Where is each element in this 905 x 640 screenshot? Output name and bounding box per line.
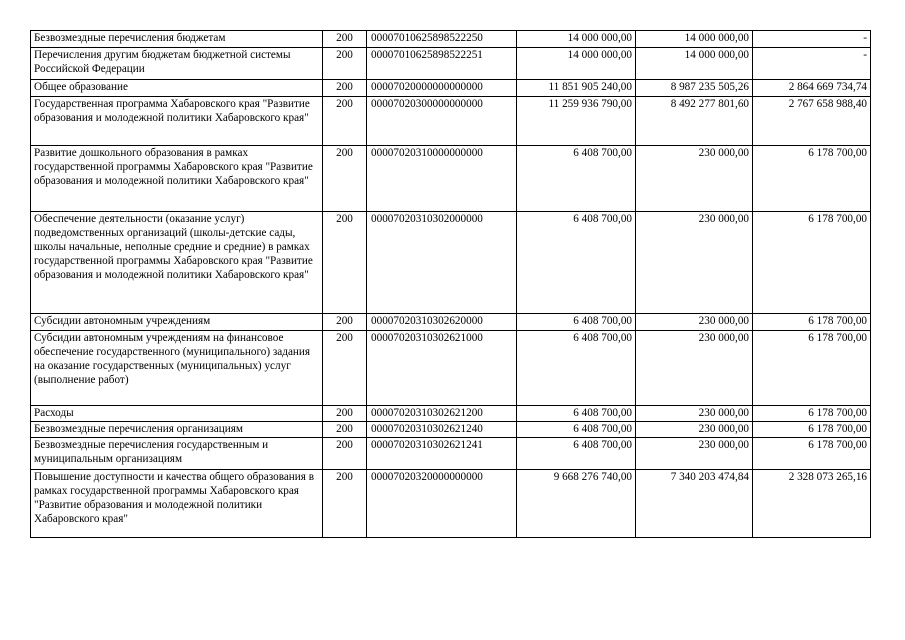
row-remaining-amount-cell: 6 178 700,00 <box>753 331 871 406</box>
table-row <box>31 146 871 212</box>
table-body <box>31 31 871 538</box>
row-executed-amount-cell: 14 000 000,00 <box>636 31 753 48</box>
table-row <box>31 470 871 538</box>
row-kbk-cell: 00007020310000000000 <box>367 146 517 212</box>
table-row <box>31 314 871 331</box>
table-row <box>31 422 871 438</box>
row-remaining-amount-cell: 2 328 073 265,16 <box>753 470 871 538</box>
row-name-cell: Повышение доступности и качества общего образования в рамках государственной программы Хабаровского края "Развитие образования и молодежной политики Хабаровского края" <box>31 470 323 538</box>
table-row <box>31 406 871 422</box>
row-approved-amount-cell: 6 408 700,00 <box>517 331 636 406</box>
row-name-cell: Обеспечение деятельности (оказание услуг) подведомственных организаций (школы-детские сады, школы начальные, неполные средние и средние) в рамках государственной программы Хабаровского края "Развитие образования и молодежной политики Хабаровского края" <box>31 212 323 314</box>
row-kbk-cell: 00007020310302620000 <box>367 314 517 331</box>
row-kbk-cell: 00007020310302621200 <box>367 406 517 422</box>
table-row <box>31 438 871 470</box>
table-row <box>31 97 871 146</box>
row-name-cell: Развитие дошкольного образования в рамках государственной программы Хабаровского края "Развитие образования и молодежной политики Хабаровского края" <box>31 146 323 212</box>
row-remaining-amount-cell: 6 178 700,00 <box>753 438 871 470</box>
row-remaining-amount-cell: 6 178 700,00 <box>753 212 871 314</box>
row-code-cell: 200 <box>323 406 367 422</box>
row-kbk-cell: 00007010625898522251 <box>367 48 517 80</box>
row-approved-amount-cell: 6 408 700,00 <box>517 422 636 438</box>
budget-execution-table <box>30 30 871 538</box>
row-name-cell: Расходы <box>31 406 323 422</box>
row-remaining-amount-cell: 6 178 700,00 <box>753 314 871 331</box>
row-approved-amount-cell: 11 259 936 790,00 <box>517 97 636 146</box>
row-remaining-amount-cell: 2 767 658 988,40 <box>753 97 871 146</box>
row-approved-amount-cell: 6 408 700,00 <box>517 406 636 422</box>
row-remaining-amount-cell: - <box>753 48 871 80</box>
row-code-cell: 200 <box>323 48 367 80</box>
row-name-cell: Субсидии автономным учреждениям <box>31 314 323 331</box>
table-row <box>31 48 871 80</box>
table-row <box>31 80 871 97</box>
row-executed-amount-cell: 8 987 235 505,26 <box>636 80 753 97</box>
row-approved-amount-cell: 6 408 700,00 <box>517 438 636 470</box>
row-kbk-cell: 00007020320000000000 <box>367 470 517 538</box>
row-executed-amount-cell: 7 340 203 474,84 <box>636 470 753 538</box>
row-executed-amount-cell: 230 000,00 <box>636 438 753 470</box>
row-name-cell: Безвозмездные перечисления организациям <box>31 422 323 438</box>
row-kbk-cell: 00007020300000000000 <box>367 97 517 146</box>
row-code-cell: 200 <box>323 422 367 438</box>
table-row <box>31 212 871 314</box>
row-kbk-cell: 00007010625898522250 <box>367 31 517 48</box>
row-code-cell: 200 <box>323 146 367 212</box>
row-approved-amount-cell: 9 668 276 740,00 <box>517 470 636 538</box>
row-code-cell: 200 <box>323 97 367 146</box>
row-remaining-amount-cell: 2 864 669 734,74 <box>753 80 871 97</box>
row-executed-amount-cell: 230 000,00 <box>636 422 753 438</box>
row-code-cell: 200 <box>323 80 367 97</box>
row-kbk-cell: 00007020310302621240 <box>367 422 517 438</box>
row-approved-amount-cell: 6 408 700,00 <box>517 146 636 212</box>
row-code-cell: 200 <box>323 314 367 331</box>
row-executed-amount-cell: 230 000,00 <box>636 406 753 422</box>
row-name-cell: Безвозмездные перечисления государственным и муниципальным организациям <box>31 438 323 470</box>
row-remaining-amount-cell: 6 178 700,00 <box>753 406 871 422</box>
row-approved-amount-cell: 14 000 000,00 <box>517 48 636 80</box>
row-kbk-cell: 00007020310302621000 <box>367 331 517 406</box>
row-executed-amount-cell: 14 000 000,00 <box>636 48 753 80</box>
row-approved-amount-cell: 6 408 700,00 <box>517 314 636 331</box>
row-executed-amount-cell: 230 000,00 <box>636 331 753 406</box>
row-code-cell: 200 <box>323 438 367 470</box>
row-kbk-cell: 00007020000000000000 <box>367 80 517 97</box>
row-remaining-amount-cell: 6 178 700,00 <box>753 422 871 438</box>
row-approved-amount-cell: 6 408 700,00 <box>517 212 636 314</box>
row-code-cell: 200 <box>323 331 367 406</box>
row-executed-amount-cell: 230 000,00 <box>636 314 753 331</box>
row-approved-amount-cell: 11 851 905 240,00 <box>517 80 636 97</box>
row-remaining-amount-cell: 6 178 700,00 <box>753 146 871 212</box>
row-executed-amount-cell: 230 000,00 <box>636 146 753 212</box>
table-row <box>31 331 871 406</box>
row-remaining-amount-cell: - <box>753 31 871 48</box>
row-code-cell: 200 <box>323 212 367 314</box>
row-kbk-cell: 00007020310302621241 <box>367 438 517 470</box>
row-name-cell: Безвозмездные перечисления бюджетам <box>31 31 323 48</box>
row-executed-amount-cell: 8 492 277 801,60 <box>636 97 753 146</box>
row-code-cell: 200 <box>323 470 367 538</box>
row-kbk-cell: 00007020310302000000 <box>367 212 517 314</box>
row-name-cell: Субсидии автономным учреждениям на финансовое обеспечение государственного (муниципального) задания на оказание государственных (муниципальных) услуг (выполнение работ) <box>31 331 323 406</box>
row-name-cell: Перечисления другим бюджетам бюджетной системы Российской Федерации <box>31 48 323 80</box>
row-name-cell: Государственная программа Хабаровского края "Развитие образования и молодежной политики Хабаровского края" <box>31 97 323 146</box>
row-name-cell: Общее образование <box>31 80 323 97</box>
row-code-cell: 200 <box>323 31 367 48</box>
row-executed-amount-cell: 230 000,00 <box>636 212 753 314</box>
row-approved-amount-cell: 14 000 000,00 <box>517 31 636 48</box>
table-row <box>31 31 871 48</box>
